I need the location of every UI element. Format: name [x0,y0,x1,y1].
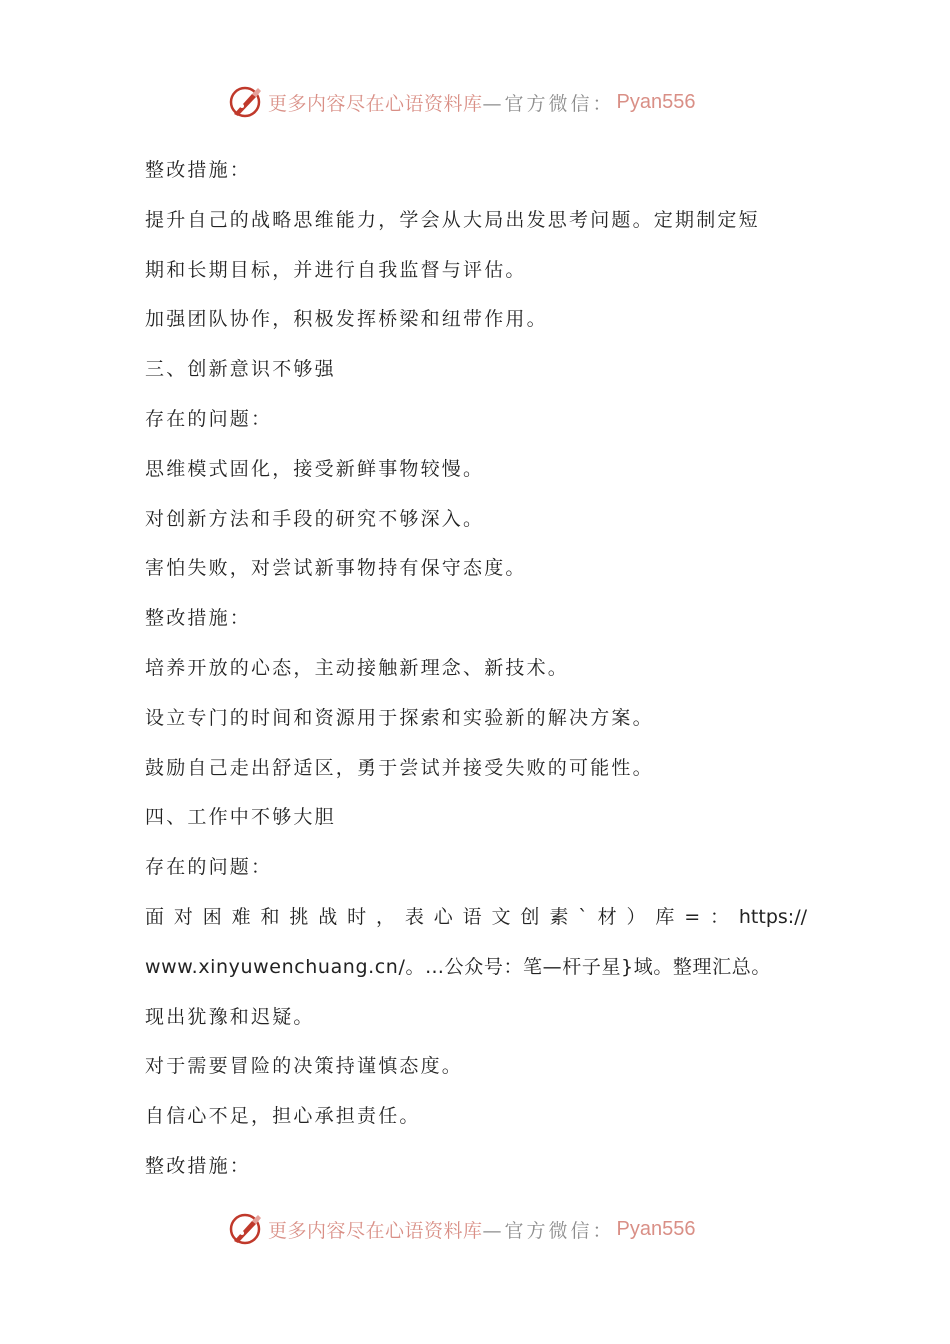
paragraph-line: 对创新方法和手段的研究不够深入。 [145,507,485,530]
pen-logo-icon [228,1211,264,1247]
header-banner-text: 更多内容尽在心语资料库 [268,92,483,115]
paragraph-line: 鼓励自己走出舒适区，勇于尝试并接受失败的可能性。 [145,756,654,779]
paragraph-line: 加强团队协作，积极发挥桥梁和纽带作用。 [145,308,548,331]
paragraph-line: 自信心不足，担心承担责任。 [145,1105,421,1128]
paragraph-line: 设立专门的时间和资源用于探索和实验新的解决方案。 [145,706,654,729]
footer-banner-wechat-id: Pyan556 [616,1217,696,1240]
paragraph-line: 培养开放的心态，主动接触新理念、新技术。 [145,656,570,679]
section-heading: 四、工作中不够大胆 [145,806,336,829]
document-body [145,146,807,1192]
paragraph-line: 存在的问题： [145,407,273,430]
paragraph-line: 存在的问题： [145,856,273,879]
paragraph-line: 思维模式固化，接受新鲜事物较慢。 [145,457,485,480]
footer-banner-wechat-label: —官方微信： [482,1219,615,1242]
pen-logo-icon [228,84,264,120]
header-banner [228,82,696,122]
footer-banner [228,1209,696,1249]
header-banner-wechat-label: —官方微信： [482,92,615,115]
paragraph-line: 害怕失败，对尝试新事物持有保守态度。 [145,557,527,580]
paragraph-line: 期和长期目标，并进行自我监督与评估。 [145,258,527,281]
header-banner-wechat-id: Pyan556 [616,90,696,113]
paragraph-line: www.xinyuwenchuang.cn/。…公众号：笔—杆子星}域。整理汇总。 [145,955,771,978]
paragraph-line: 整改措施： [145,607,252,630]
section-heading: 三、创新意识不够强 [145,358,336,381]
paragraph-line: 现出犹豫和迟疑。 [145,1005,315,1028]
paragraph-line: 整改措施： [145,1154,252,1177]
paragraph-line: 整改措施： [145,159,252,181]
paragraph-line: 提升自己的战略思维能力，学会从大局出发思考问题。定期制定短 [145,208,760,231]
paragraph-line: 面对困难和挑战时，表心语文创素`材）库=：https:// [145,905,807,928]
paragraph-line: 对于需要冒险的决策持谨慎态度。 [145,1055,464,1078]
footer-banner-text: 更多内容尽在心语资料库 [268,1219,483,1242]
